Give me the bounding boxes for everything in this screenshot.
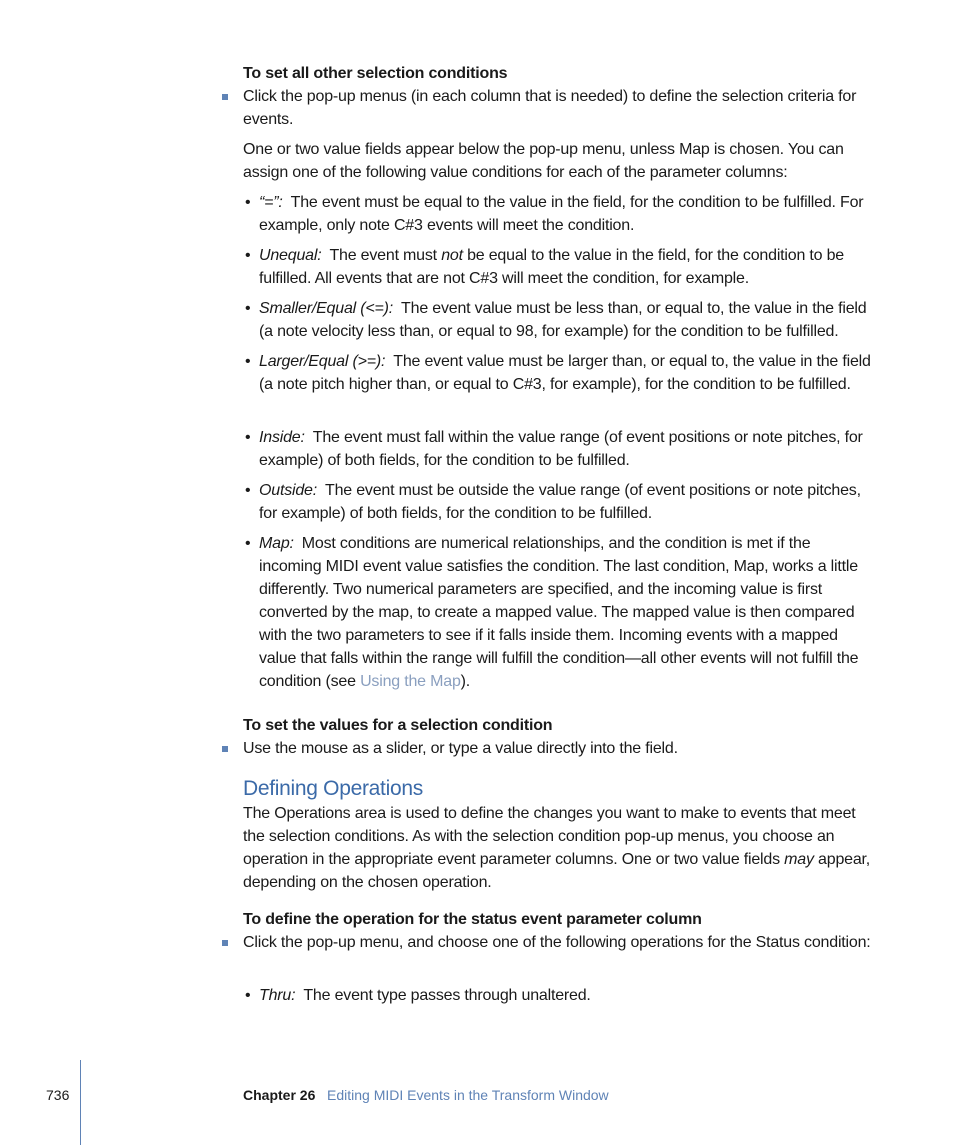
bullet-dot-icon: • [245, 300, 251, 317]
value-fields-intro: One or two value fields appear below the pop-up menu, unless Map is chosen. You can assign one of the following value conditions for each of the parameter columns: [243, 141, 844, 181]
condition-item-unequal [259, 244, 875, 290]
condition-text: The event value must be larger than, or equal to, the value in the field (a note pitch higher than, or equal to C#3, for example), for the condition to be fulfilled. [259, 353, 871, 393]
condition-term: “=”: [259, 194, 283, 211]
procedure-step: Click the pop-up menus (in each column that is needed) to define the selection criteria for events. [243, 88, 857, 128]
procedure-step: Use the mouse as a slider, or type a value directly into the field. [243, 740, 678, 757]
procedure-step: Click the pop-up menu, and choose one of the following operations for the Status condition: [243, 934, 871, 951]
condition-text: The event must [329, 247, 442, 264]
condition-text-end: be equal to the value in the field, for the condition to be fulfilled. All events that are not C#3 will meet the condition, for example. [259, 247, 845, 287]
condition-item-outside [259, 479, 875, 525]
procedure-title-status-operation: To define the operation for the status event parameter column [243, 911, 702, 928]
condition-item-smaller-equal [259, 297, 875, 343]
bullet-dot-icon: • [245, 353, 251, 370]
bullet-dot-icon: • [245, 247, 251, 264]
bullet-dot-icon: • [245, 194, 251, 211]
square-bullet-icon [222, 94, 228, 100]
footer-divider [80, 1060, 81, 1145]
condition-item-equal [259, 191, 875, 237]
bullet-dot-icon: • [245, 535, 251, 552]
condition-text: The event must fall within the value range (of event positions or note pitches, for example) of both fields, for the condition to be fulfilled. [259, 429, 863, 469]
body-emphasis: may [784, 851, 814, 868]
using-the-map-link[interactable]: Using the Map [360, 673, 461, 690]
condition-item-map [259, 532, 875, 693]
condition-item-larger-equal [259, 350, 875, 396]
body-text-end: appear, depending on the chosen operation. [243, 851, 871, 891]
section-heading: Defining Operations [243, 777, 423, 800]
square-bullet-icon [222, 940, 228, 946]
condition-term: Outside: [259, 482, 317, 499]
section-body [243, 802, 875, 894]
operation-term: Thru: [259, 987, 296, 1004]
condition-text: The event must be equal to the value in the field, for the condition to be fulfilled. For example, only note C#3 events will meet the condition. [259, 194, 864, 234]
condition-text: Most conditions are numerical relationships, and the condition is met if the incoming MIDI event value satisfies the condition. The last condition, Map, works a little differently. Two numerical parameters are specified, and the incoming value is first converted by the map, to create a mapped value. The mapped value is then compared with the two parameters to see if it falls inside them. Incoming events with a mapped value that falls within the range will fulfill the condition—all other events will not fulfill the condition (see [259, 535, 859, 690]
page-number: 736 [46, 1087, 70, 1103]
condition-term: Larger/Equal (>=): [259, 353, 386, 370]
condition-emphasis: not [441, 247, 463, 264]
condition-text: The event value must be less than, or equal to, the value in the field (a note velocity less than, or equal to 98, for example) for the condition to be fulfilled. [259, 300, 867, 340]
condition-item-inside [259, 426, 875, 472]
condition-term: Unequal: [259, 247, 322, 264]
procedure-title-set-values: To set the values for a selection condition [243, 717, 553, 734]
condition-text: The event must be outside the value range (of event positions or note pitches, for example) of both fields, for the condition to be fulfilled. [259, 482, 861, 522]
operation-text: The event type passes through unaltered. [303, 987, 591, 1004]
operation-item-thru [259, 984, 875, 1007]
square-bullet-icon [222, 746, 228, 752]
bullet-dot-icon: • [245, 482, 251, 499]
condition-term: Inside: [259, 429, 305, 446]
bullet-dot-icon: • [245, 987, 251, 1004]
footer-chapter-title[interactable]: Editing MIDI Events in the Transform Window [327, 1087, 609, 1103]
footer-chapter-label: Chapter 26 [243, 1087, 316, 1103]
condition-term: Smaller/Equal (<=): [259, 300, 394, 317]
body-text: The Operations area is used to define the changes you want to make to events that meet the selection conditions. As with the selection condition pop-up menus, you choose an operation in the appropriate event parameter columns. One or two value fields [243, 805, 856, 868]
bullet-dot-icon: • [245, 429, 251, 446]
condition-term: Map: [259, 535, 294, 552]
procedure-title-selection-conditions: To set all other selection conditions [243, 65, 508, 82]
condition-text-end: ). [460, 673, 471, 690]
